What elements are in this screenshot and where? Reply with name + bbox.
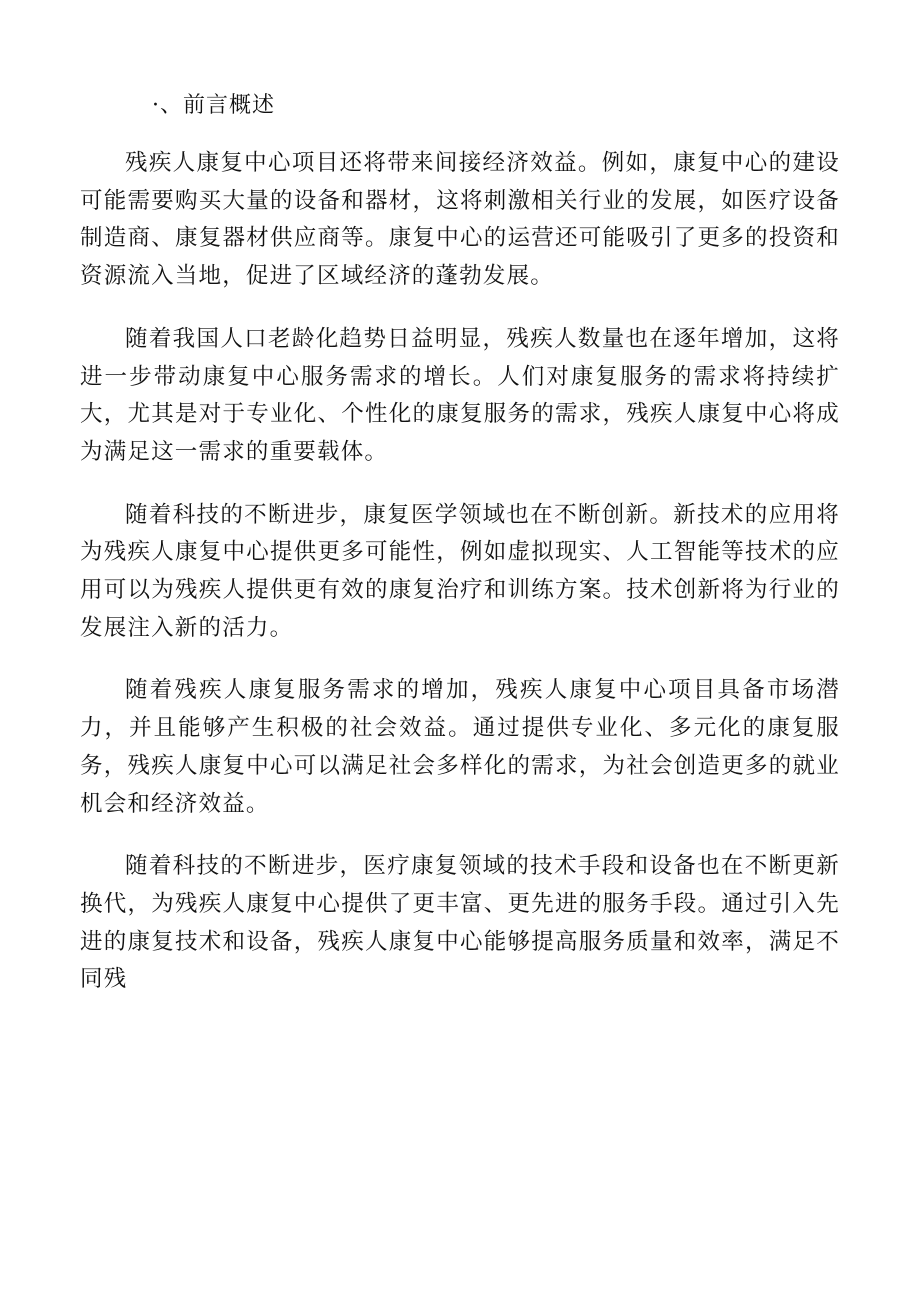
paragraph-4: 随着残疾人康复服务需求的增加，残疾人康复中心项目具备市场潜力，并且能够产生积极的社会效益。通过提供专业化、多元化的康复服务，残疾人康复中心可以满足社会多样化的需求，为社会创造更多的就业机会和经济效益。 [80,677,840,817]
section-heading: ·、前言概述 [152,93,275,118]
paragraph-3: 随着科技的不断进步，康复医学领域也在不断创新。新技术的应用将为残疾人康复中心提供更多可能性，例如虚拟现实、人工智能等技术的应用可以为残疾人提供更有效的康复治疗和训练方案。技术创新将为行业的发展注入新的活力。 [80,501,840,641]
document-body [80,145,840,1024]
paragraph-5: 随着科技的不断进步，医疗康复领域的技术手段和设备也在不断更新换代，为残疾人康复中心提供了更丰富、更先进的服务手段。通过引入先进的康复技术和设备，残疾人康复中心能够提高服务质量和效率，满足不同残 [80,853,840,993]
paragraph-2: 随着我国人口老龄化趋势日益明显，残疾人数量也在逐年增加，这将进一步带动康复中心服务需求的增长。人们对康复服务的需求将持续扩大，尤其是对于专业化、个性化的康复服务的需求，残疾人康复中心将成为满足这一需求的重要载体。 [80,325,840,465]
paragraph-1: 残疾人康复中心项目还将带来间接经济效益。例如，康复中心的建设可能需要购买大量的设备和器材，这将刺激相关行业的发展，如医疗设备制造商、康复器材供应商等。康复中心的运营还可能吸引了更多的投资和资源流入当地，促进了区域经济的蓬勃发展。 [80,150,840,290]
